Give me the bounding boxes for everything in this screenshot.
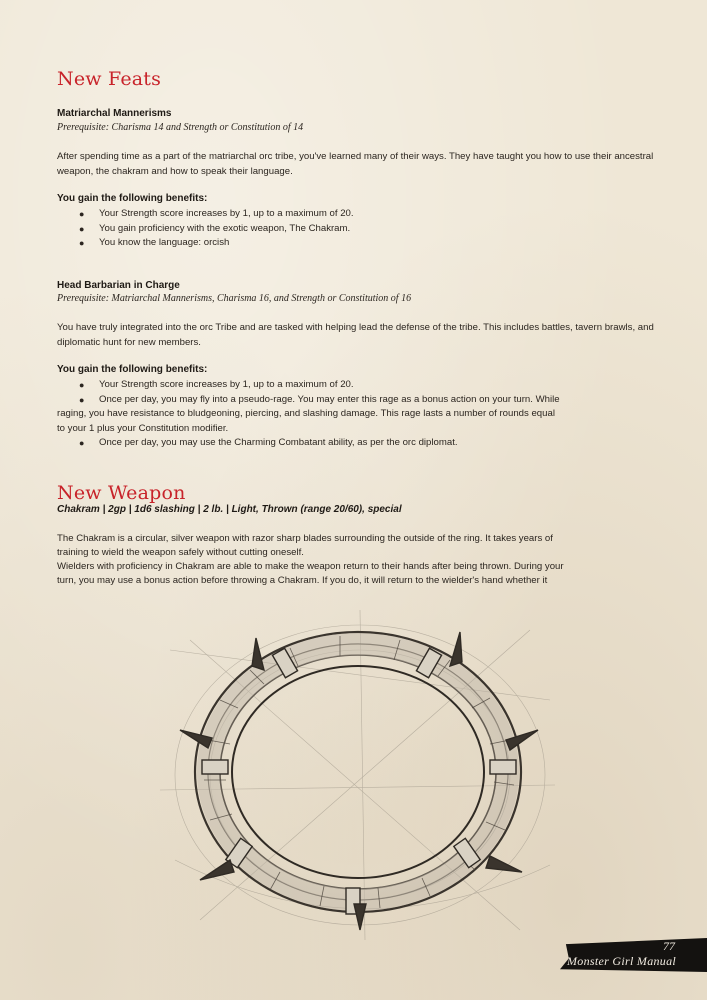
feat-prerequisite: Prerequisite: Matriarchal Mannerisms, Charisma 16, and Strength or Constitution of 16 [57, 293, 412, 304]
bullet-icon: ● [79, 238, 85, 248]
weapon-description-line: Wielders with proficiency in Chakram are able to make the weapon return to their hands after being thrown. During your [57, 561, 564, 572]
weapon-description-line: turn, you may use a bonus action before throwing a Chakram. If you do, it will return to the wielder's hand whether it [57, 575, 548, 586]
feat-description: After spending time as a part of the matriarchal orc tribe, you've learned many of their ways. They have taught you how to use their ancestral weapon, the chakram and how to speak their language. [57, 151, 654, 177]
weapon-description-line: training to wield the weapon safely without cutting oneself. [57, 547, 304, 558]
list-item-continuation: to your 1 plus your Constitution modifier. [57, 422, 229, 434]
footer-book-title: Monster Girl Manual [567, 954, 677, 968]
bullet-icon: ● [79, 380, 85, 390]
section-title-new-weapon: New Weapon [57, 482, 186, 504]
list-item: ● Once per day, you may use the Charming Combatant ability, as per the orc diplomat. [57, 436, 657, 451]
list-item: ● Your Strength score increases by 1, up to a maximum of 20. [57, 207, 657, 222]
bullet-icon: ● [79, 223, 85, 234]
page-number: 77 [663, 939, 675, 953]
bullet-icon: ● [79, 438, 85, 448]
list-item: ● You know the language: orcish [57, 236, 657, 251]
list-item-continuation: raging, you have resistance to bludgeoning, piercing, and slashing damage. This rage lasts a number of rounds equal [57, 408, 555, 419]
benefits-list [57, 378, 657, 451]
bullet-icon: ● [79, 394, 85, 405]
list-item: ● Your Strength score increases by 1, up to a maximum of 20. [57, 378, 657, 393]
benefits-heading: You gain the following benefits: [57, 364, 208, 375]
feat-description: You have truly integrated into the orc Tribe and are tasked with helping lead the defense of the tribe. This includes battles, tavern brawls, and diplomatic hunt for new members. [57, 322, 654, 348]
weapon-description-line: The Chakram is a circular, silver weapon with razor sharp blades surrounding the outside of the ring. It takes years of [57, 533, 553, 544]
section-title-new-feats: New Feats [57, 68, 162, 90]
feat-prerequisite: Prerequisite: Charisma 14 and Strength or Constitution of 14 [57, 122, 304, 133]
benefits-heading: You gain the following benefits: [57, 193, 208, 204]
weapon-stat-line: Chakram | 2gp | 1d6 slashing | 2 lb. | Light, Thrown (range 20/60), special [57, 504, 402, 515]
benefits-list [57, 207, 657, 251]
list-item: ● Once per day, you may fly into a pseudo-rage. You may enter this rage as a bonus action on your turn. While [57, 393, 657, 408]
feat-title: Head Barbarian in Charge [57, 280, 180, 291]
list-item: ● You gain proficiency with the exotic weapon, The Chakram. [57, 222, 657, 237]
chakram-sketch-illustration [160, 610, 560, 940]
feat-title: Matriarchal Mannerisms [57, 108, 172, 119]
bullet-icon: ● [79, 209, 85, 219]
